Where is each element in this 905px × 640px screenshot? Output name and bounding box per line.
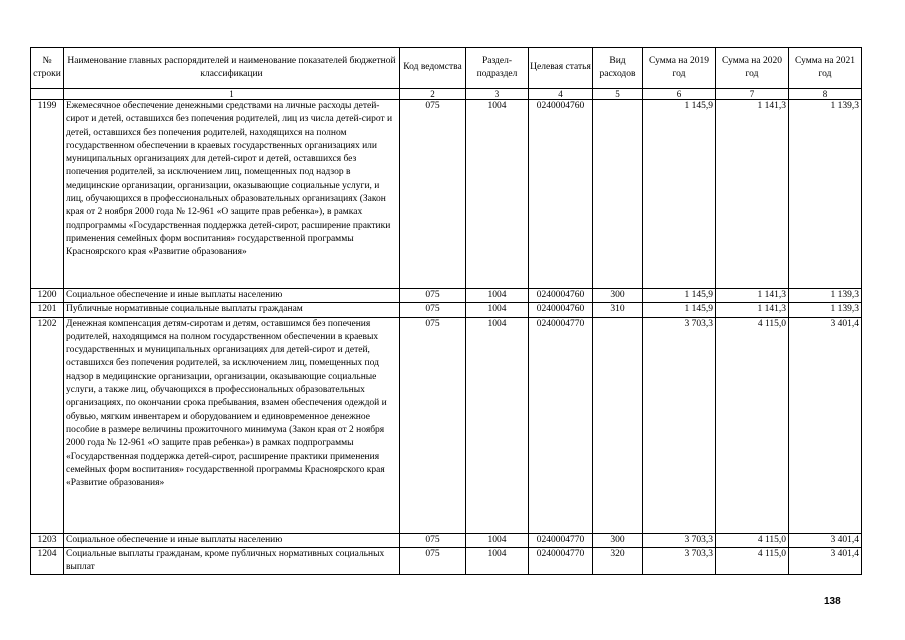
header-no: № строки [31,48,64,89]
row-sum-2020: 4 115,0 [716,317,789,533]
budget-table [30,47,862,575]
column-number: 7 [716,89,789,100]
row-number: 1202 [31,317,64,533]
row-sum-2019: 3 703,3 [643,533,716,547]
row-sum-2019: 1 145,9 [643,289,716,303]
header-target: Целевая статья [529,48,593,89]
row-kind: 310 [593,303,643,317]
row-section: 1004 [466,317,529,533]
column-number: 2 [400,89,466,100]
row-target: 0240004770 [529,317,593,533]
table-row [31,547,862,575]
header-sum-2021: Сумма на 2021 год [789,48,862,89]
row-number: 1199 [31,100,64,289]
row-sum-2020: 1 141,3 [716,303,789,317]
row-section: 1004 [466,303,529,317]
row-sum-2021: 1 139,3 [789,303,862,317]
row-dept-code: 075 [400,303,466,317]
page-number: 138 [824,596,841,607]
row-kind: 300 [593,533,643,547]
column-number-row [31,89,862,100]
table-row [31,317,862,533]
row-dept-code: 075 [400,289,466,303]
row-section: 1004 [466,533,529,547]
row-number: 1203 [31,533,64,547]
row-name: Социальное обеспечение и иные выплаты населению [64,533,400,547]
row-target: 0240004770 [529,533,593,547]
column-number: 3 [466,89,529,100]
row-sum-2021: 3 401,4 [789,533,862,547]
column-number [31,89,64,100]
row-section: 1004 [466,547,529,575]
row-name: Публичные нормативные социальные выплаты гражданам [64,303,400,317]
row-sum-2021: 3 401,4 [789,547,862,575]
header-row [31,48,862,89]
row-number: 1204 [31,547,64,575]
header-sum-2020: Сумма на 2020 год [716,48,789,89]
row-section: 1004 [466,289,529,303]
column-number: 4 [529,89,593,100]
row-target: 0240004770 [529,547,593,575]
column-number: 5 [593,89,643,100]
header-section: Раздел-подраздел [466,48,529,89]
row-sum-2020: 4 115,0 [716,533,789,547]
table-row [31,289,862,303]
row-name: Социальное обеспечение и иные выплаты населению [64,289,400,303]
column-number: 6 [643,89,716,100]
row-target: 0240004760 [529,289,593,303]
table-row [31,533,862,547]
column-number: 1 [64,89,400,100]
row-kind [593,317,643,533]
row-sum-2020: 4 115,0 [716,547,789,575]
header-sum-2019: Сумма на 2019 год [643,48,716,89]
table-row [31,100,862,289]
row-dept-code: 075 [400,100,466,289]
row-sum-2019: 1 145,9 [643,100,716,289]
row-name: Денежная компенсация детям-сиротам и детям, оставшимся без попечения родителей, находящимся на полном государственном обеспечении в краевых государственных и муниципальных организациях для детей-сирот и детей, оставшихся без попечения родителей, за исключением лиц, помещенных под надзор в медицинские организации, организации, оказывающие социальные услуги, а также лиц, обучающихся в профессиональных образовательных организациях, по окончании срока пребывания, взамен обеспечения одеждой и обувью, мягким инвентарем и оборудованием и единовременное денежное пособие в размере величины прожиточного минимума (Закон края от 2 ноября 2000 года № 12-961 «О защите прав ребенка») в рамках подпрограммы «Государственная поддержка детей-сирот, расширение практики применения семейных форм воспитания» государственной программы Красноярского края «Развитие образования» [64,317,400,533]
row-dept-code: 075 [400,533,466,547]
row-sum-2021: 1 139,3 [789,289,862,303]
row-target: 0240004760 [529,303,593,317]
row-kind: 320 [593,547,643,575]
row-name: Ежемесячное обеспечение денежными средствами на личные расходы детей-сирот и детей, оставшихся без попечения родителей, лиц из числа детей-сирот и детей, оставшихся без попечения родителей, находящихся на полном государственном обеспечении в краевых государственных организациях или муниципальных организациях для детей-сирот и детей, оставшихся без попечения родителей, за исключением лиц, помещенных под надзор в медицинские организации, организации, оказывающие социальные услуги, и лиц, обучающихся в профессиональных образовательных организациях (Закон края от 2 ноября 2000 года № 12-961 «О защите прав ребенка»), в рамках подпрограммы «Государственная поддержка детей-сирот, расширение практики применения семейных форм воспитания» государственной программы Красноярского края «Развитие образования» [64,100,400,289]
table-row [31,303,862,317]
row-number: 1200 [31,289,64,303]
row-sum-2019: 3 703,3 [643,317,716,533]
header-dept-code: Код ведомства [400,48,466,89]
header-name: Наименование главных распорядителей и наименование показателей бюджетной классификации [64,48,400,89]
row-section: 1004 [466,100,529,289]
row-sum-2021: 1 139,3 [789,100,862,289]
row-dept-code: 075 [400,317,466,533]
row-sum-2021: 3 401,4 [789,317,862,533]
row-target: 0240004760 [529,100,593,289]
row-sum-2020: 1 141,3 [716,100,789,289]
column-number: 8 [789,89,862,100]
header-kind: Вид расходов [593,48,643,89]
row-kind: 300 [593,289,643,303]
row-sum-2020: 1 141,3 [716,289,789,303]
row-number: 1201 [31,303,64,317]
row-dept-code: 075 [400,547,466,575]
row-name: Социальные выплаты гражданам, кроме публичных нормативных социальных выплат [64,547,400,575]
row-sum-2019: 3 703,3 [643,547,716,575]
row-sum-2019: 1 145,9 [643,303,716,317]
row-kind [593,100,643,289]
table-body [31,48,862,575]
